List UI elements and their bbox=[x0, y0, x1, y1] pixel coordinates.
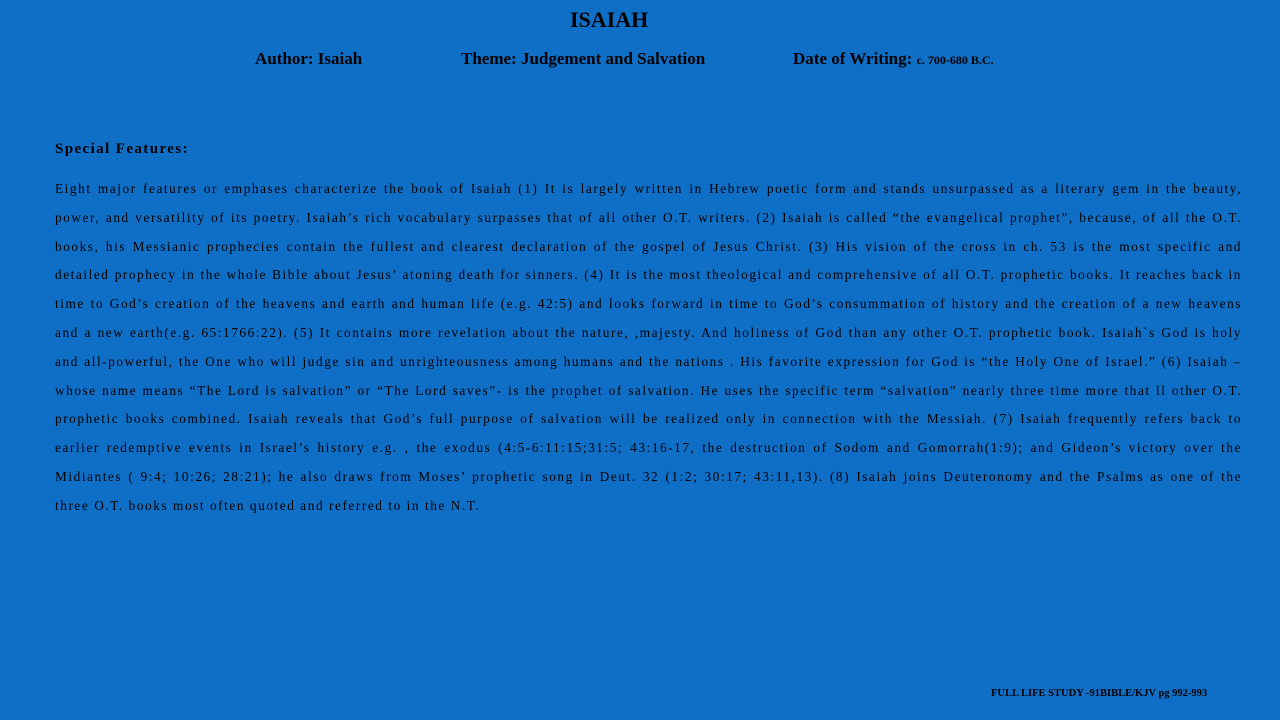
date-value: c. 700-680 B.C. bbox=[916, 53, 994, 67]
section-heading: Special Features: bbox=[55, 141, 189, 157]
author-label: Author: Isaiah bbox=[255, 49, 363, 68]
page-title: ISAIAH bbox=[570, 7, 649, 32]
source-citation: FULL LIFE STUDY -91BIBLE/KJV pg 992-993 bbox=[991, 688, 1208, 699]
body-paragraph: Eight major features or emphases characterize the book of Isaiah (1) It is largely written in Hebrew poetic form and stands unsurpassed as a literary gem in the beauty, power, and versatility of its poetry. Isaiah’s rich vocabulary surpasses that of all other O.T. writers. (2) Isaiah is called “the evangelical prophet”, because, of all the O.T. books, his Messianic prophecies contain the fullest and clearest declaration of the gospel of Jesus Christ. (3) His vision of the cross in ch. 53 is the most specific and detailed prophecy in the whole Bible about Jesus’ atoning death for sinners. (4) It is the most theological and comprehensive of all O.T. prophetic books. It reaches back in time to God’s creation of the heavens and earth and human life (e.g. 42:5) and looks forward in time to God’s consummation of history and the creation of a new heavens and a new earth(e.g. 65:1766:22). (5) It contains more revelation about the nature, ,majesty. And holiness of God than any other O.T. prophetic book. Isaiah`s God is holy and all-powerful, the One who will judge sin and unrighteousness among humans and the nations . His favorite expression for God is “the Holy One of Israel.” (6) Isaiah – whose name means “The Lord is salvation” or “The Lord saves”- is the prophet of salvation. He uses the specific term “salvation” nearly three time more that ll other O.T. prophetic books combined. Isaiah reveals that God’s full purpose of salvation will be realized only in connection with the Messiah. (7) Isaiah frequently refers back to earlier redemptive events in Israel’s history e.g. , the exodus (4:5-6:11:15;31:5; 43:16-17, the destruction of Sodom and Gomorrah(1:9); and Gideon’s victory over the Midiantes ( 9:4; 10:26; 28:21); he also draws from Moses’ prophetic song in Deut. 32 (1:2; 30:17; 43:11,13). (8) Isaiah joins Deuteronomy and the Psalms as one of the three O.T. books most often quoted and referred to in the N.T. bbox=[55, 181, 1242, 513]
date-of-writing bbox=[793, 49, 994, 69]
theme-label: Theme: Judgement and Salvation bbox=[461, 49, 706, 68]
date-label: Date of Writing: bbox=[793, 49, 917, 68]
